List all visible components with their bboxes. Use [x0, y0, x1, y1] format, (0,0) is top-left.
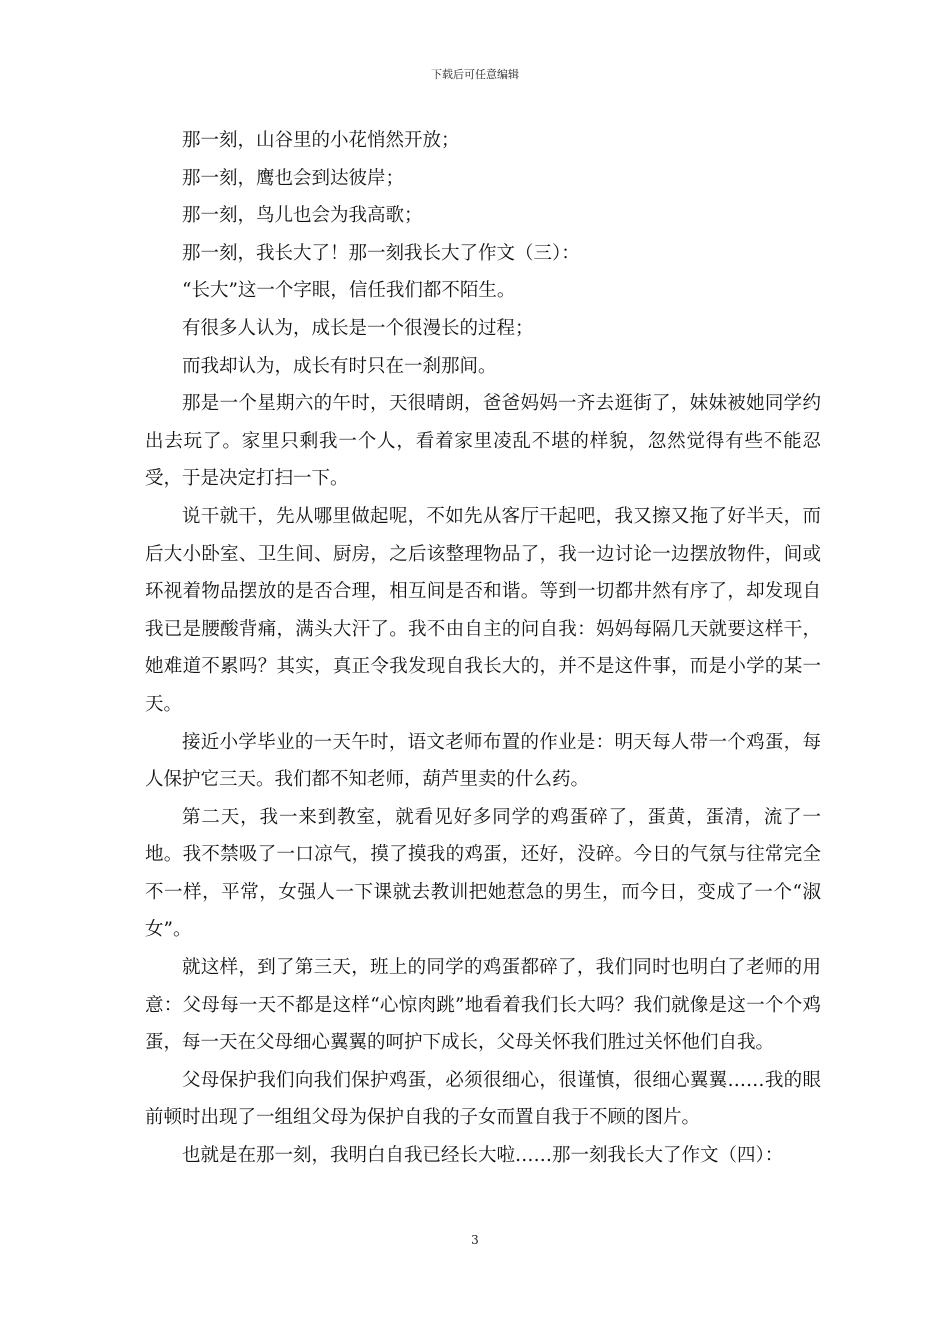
paragraph: 那一刻，鸟儿也会为我高歌； [182, 205, 423, 227]
paragraph: 有很多人认为，成长是一个很漫长的过程； [182, 317, 534, 339]
paragraph: 说干就干，先从哪里做起呢，不如先从客厅干起吧，我又擦又拖了好半天，而后大小卧室、卫生间、厨房，之后该整理物品了，我一边讨论一边摆放物件，间或环视着物品摆放的是否合理，相互间是否和谐。等到一切都井然有序了，却发现自我已是腰酸背痛，满头大汗了。我不由自主的问自我：妈妈每隔几天就要这样干，她难道不累吗？其实，真正令我发现自我长大的，并不是这件事，而是小学的某一天。 [145, 505, 821, 715]
page-number: 3 [471, 1233, 479, 1247]
paragraph: 就这样，到了第三天，班上的同学的鸡蛋都碎了，我们同时也明白了老师的用意：父母每一天不都是这样“心惊肉跳”地看着我们长大吗？我们就像是这一个个鸡蛋，每一天在父母细心翼翼的呵护下成长，父母关怀我们胜过关怀他们自我。 [145, 957, 821, 1054]
paragraph: 接近小学毕业的一天午时，语文老师布置的作业是：明天每人带一个鸡蛋，每人保护它三天。我们都不知老师，葫芦里卖的什么药。 [145, 731, 821, 791]
paragraph: 而我却认为，成长有时只在一刹那间。 [182, 355, 497, 377]
paragraph: 父母保护我们向我们保护鸡蛋，必须很细心，很谨慎，很细心翼翼……我的眼前顿时出现了一组组父母为保护自我的子女而置自我于不顾的图片。 [145, 1069, 821, 1129]
paragraph: 那是一个星期六的午时，天很晴朗，爸爸妈妈一齐去逛街了，妹妹被她同学约出去玩了。家里只剩我一个人，看着家里凌乱不堪的样貌，忽然觉得有些不能忍受，于是决定打扫一下。 [145, 393, 821, 490]
paragraph: 也就是在那一刻，我明白自我已经长大啦……那一刻我长大了作文（四）： [182, 1145, 784, 1167]
paragraph: 那一刻，我长大了！那一刻我长大了作文（三）： [182, 242, 580, 264]
paragraph: 那一刻，鹰也会到达彼岸； [182, 167, 405, 189]
page-header: 下载后可任意编辑 [431, 68, 519, 81]
paragraph: 那一刻，山谷里的小花悄然开放； [182, 130, 460, 151]
paragraph: 第二天，我一来到教室，就看见好多同学的鸡蛋碎了，蛋黄，蛋清，流了一地。我不禁吸了一口凉气，摸了摸我的鸡蛋，还好，没碎。今日的气氛与往常完全不一样，平常，女强人一下课就去教训把她惹急的男生，而今日，变成了一个“淑女”。 [145, 806, 821, 941]
document-body [145, 122, 821, 1175]
paragraph: “长大”这一个字眼，信任我们都不陌生。 [182, 280, 516, 302]
